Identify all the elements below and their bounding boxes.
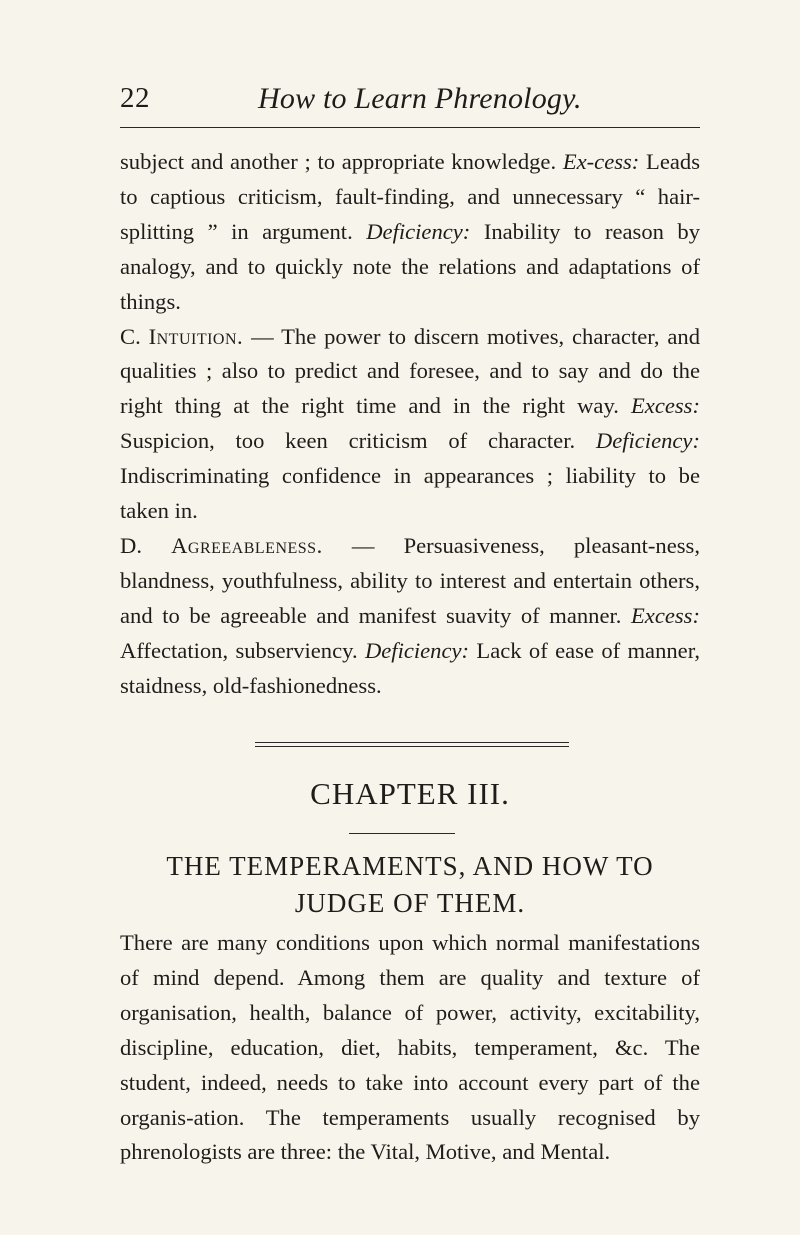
paragraph-text-start: subject and another ; to appropriate knowledge.: [120, 149, 563, 174]
main-body-text: [120, 145, 700, 704]
agreeableness-text-middle: Affectation, subserviency.: [120, 637, 365, 663]
deficiency-label: Deficiency:: [366, 218, 471, 244]
agreeableness-text-start: — Persuasiveness, pleasant-ness, blandness, youthfulness, ability to interest and entertain others, and to be agreeable and manifest suavity of manner.: [120, 532, 700, 628]
intuition-text-start: — The power to discern motives, character, and qualities ; also to predict and foresee, and to say and do the right thing at the right time and in the right way.: [120, 323, 700, 419]
header-rule: [120, 127, 700, 128]
excess-label: Ex-cess:: [562, 149, 640, 174]
paragraph-agreeableness: [120, 529, 700, 704]
paragraph-text-end: Inability to reason by analogy, and to quickly note the relations and adaptations of things.: [120, 218, 701, 314]
chapter-title: CHAPTER III.: [310, 776, 510, 811]
paragraph-reasoning-continuation: [120, 145, 700, 320]
chapter-subtitle-line-2: JUDGE OF THEM.: [294, 888, 526, 918]
chapter-subtitle: [120, 848, 700, 922]
page-header: [120, 82, 800, 122]
intuition-text-middle: Suspicion, too keen criticism of character.: [120, 428, 596, 454]
section-prefix-c: C.: [120, 323, 149, 349]
chapter-title-rule: [349, 833, 455, 834]
chapter-body-text: [120, 926, 700, 1170]
paragraph-intuition: [120, 320, 700, 529]
page-number: 22: [120, 82, 150, 114]
section-heading-intuition: Intuition.: [148, 323, 244, 349]
chapter-subtitle-line-1: THE TEMPERAMENTS, AND HOW TO: [166, 851, 654, 881]
chapter-separator-rule: [255, 742, 569, 747]
intuition-text-end: Indiscriminating confidence in appearances ; liability to be taken in.: [120, 463, 700, 524]
section-prefix-d: D.: [120, 532, 172, 558]
paragraph-text-middle: Leads to captious criticism, fault-finding, and unnecessary “ hair-splitting ” in argument.: [120, 149, 700, 244]
agreeableness-deficiency-label: Deficiency:: [364, 637, 470, 663]
agreeableness-excess-label: Excess:: [631, 602, 700, 628]
paragraph-temperaments: There are many conditions upon which normal manifestations of mind depend. Among them are quality and texture of organisation, health, balance of power, activity, excitability, discipline, education, diet, habits, temperament, &c. The student, indeed, needs to take into account every part of the organis-ation. The temperaments usually recognised by phrenologists are three: the Vital, Motive, and Mental.: [120, 930, 700, 1165]
intuition-deficiency-label: Deficiency:: [595, 428, 700, 454]
agreeableness-text-end: Lack of ease of manner, staidness, old-fashionedness.: [120, 637, 700, 698]
running-title: How to Learn Phrenology.: [258, 82, 582, 115]
section-heading-agreeableness: Agreeableness.: [171, 532, 323, 558]
intuition-excess-label: Excess:: [631, 393, 700, 419]
